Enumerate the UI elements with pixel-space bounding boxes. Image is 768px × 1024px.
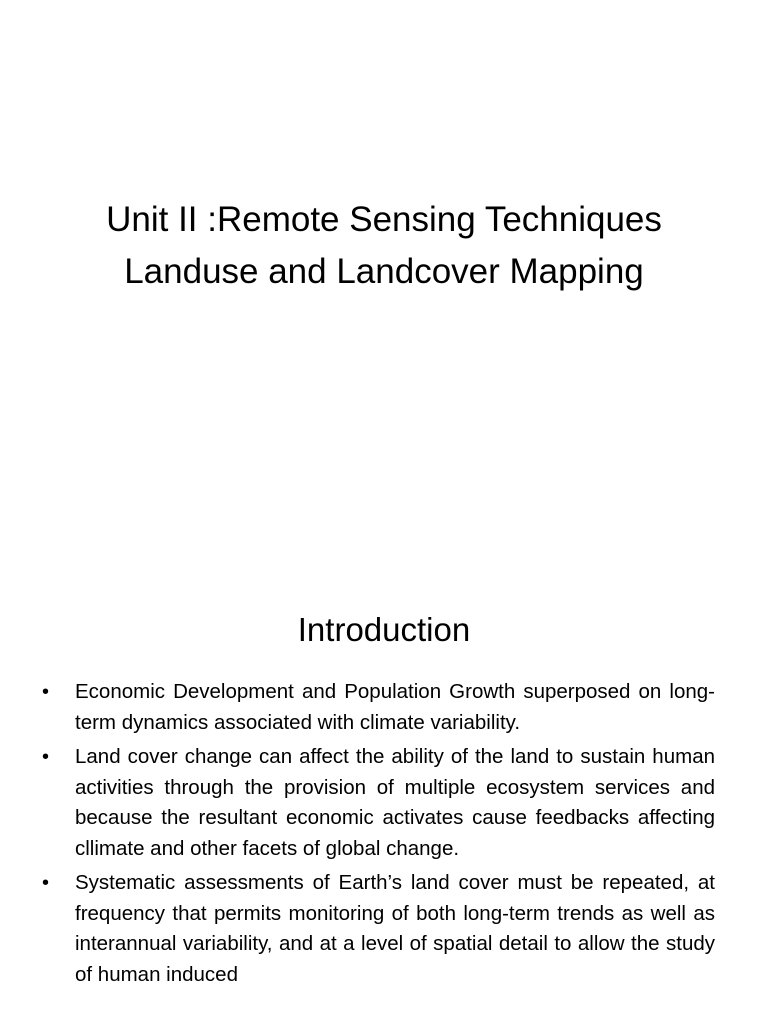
title-line-2: Landuse and Landcover Mapping — [124, 252, 644, 291]
bullet-dot-icon: • — [42, 872, 50, 894]
introduction-slide — [0, 576, 768, 1024]
bullet-text: Systematic assessments of Earth’s land cover must be repeated, at frequency that permits monitoring of both long-term trends as well as interannual variability, and at a level of spatial detail to allow the study of human induced — [75, 871, 715, 986]
bullet-item — [38, 677, 715, 738]
bullet-item — [38, 742, 715, 864]
bullet-text: Land cover change can affect the ability of the land to sustain human activities through the provision of multiple ecosystem services and because the resultant economic activates cause feedbacks affecting cllimate and other facets of global change. — [75, 745, 715, 860]
bullet-list — [38, 677, 715, 994]
slide-title — [0, 194, 768, 298]
bullet-dot-icon: • — [42, 681, 50, 703]
bullet-item — [38, 868, 715, 990]
bullet-dot-icon: • — [42, 746, 50, 768]
slide-heading: Introduction — [297, 611, 471, 648]
title-line-1: Unit II :Remote Sensing Techniques — [106, 200, 662, 239]
bullet-text: Economic Development and Population Growth superposed on long-term dynamics associated with climate variability. — [75, 680, 715, 734]
